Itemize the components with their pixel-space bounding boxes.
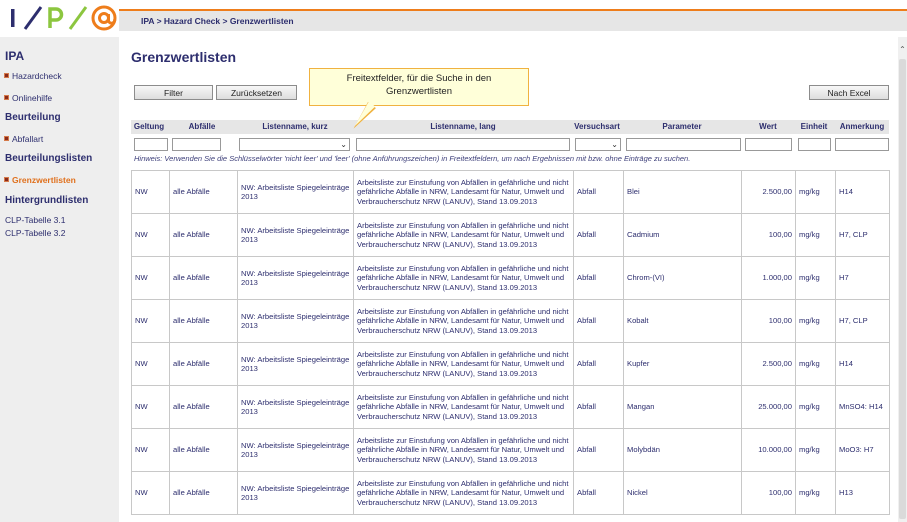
logo-slash <box>21 3 45 33</box>
table-row[interactable] <box>132 429 890 472</box>
filter-button[interactable]: Filter <box>134 85 213 100</box>
cell-wert: 25.000,00 <box>742 386 796 429</box>
table-row[interactable] <box>132 386 890 429</box>
cell-einheit: mg/kg <box>796 472 836 515</box>
filter-anmerkung-input[interactable] <box>835 138 889 151</box>
cell-anmerkung: MoO3: H7 <box>836 429 890 472</box>
chevron-down-icon: ⌄ <box>340 140 347 149</box>
col-header-listenname-kurz: Listenname, kurz <box>262 122 328 131</box>
cell-parameter: Chrom-(VI) <box>624 257 742 300</box>
cell-geltung: NW <box>132 214 170 257</box>
cell-anmerkung: H13 <box>836 472 890 515</box>
cell-parameter: Cadmium <box>624 214 742 257</box>
cell-versuchsart: Abfall <box>574 300 624 343</box>
cell-listenname-lang: Arbeitsliste zur Einstufung von Abfällen in gefährliche und nicht gefährliche Abfälle in NRW, Landesamt für Natur, Umwelt und Verbraucherschutz NRW (LANUV), Stand 13.09.2013 <box>354 343 574 386</box>
table-row[interactable] <box>132 472 890 515</box>
bullet-icon <box>4 95 9 100</box>
table-row[interactable] <box>132 214 890 257</box>
page-title: Grenzwertlisten <box>131 49 237 65</box>
cell-listenname-kurz: NW: Arbeitsliste Spiegeleinträge 2013 <box>238 300 354 343</box>
col-header-einheit: Einheit <box>800 122 828 131</box>
cell-parameter: Mangan <box>624 386 742 429</box>
scroll-thumb[interactable] <box>899 59 906 519</box>
callout-tooltip <box>309 68 529 106</box>
cell-einheit: mg/kg <box>796 257 836 300</box>
cell-geltung: NW <box>132 429 170 472</box>
cell-wert: 10.000,00 <box>742 429 796 472</box>
cell-abfaelle: alle Abfälle <box>170 257 238 300</box>
cell-listenname-kurz: NW: Arbeitsliste Spiegeleinträge 2013 <box>238 171 354 214</box>
cell-listenname-lang: Arbeitsliste zur Einstufung von Abfällen in gefährliche und nicht gefährliche Abfälle in NRW, Landesamt für Natur, Umwelt und Verbraucherschutz NRW (LANUV), Stand 13.09.2013 <box>354 429 574 472</box>
sidebar <box>0 37 119 522</box>
cell-wert: 100,00 <box>742 300 796 343</box>
sidebar-section-beurteilung: Beurteilung <box>5 112 61 123</box>
cell-listenname-kurz: NW: Arbeitsliste Spiegeleinträge 2013 <box>238 472 354 515</box>
cell-listenname-lang: Arbeitsliste zur Einstufung von Abfällen in gefährliche und nicht gefährliche Abfälle in NRW, Landesamt für Natur, Umwelt und Verbraucherschutz NRW (LANUV), Stand 13.09.2013 <box>354 472 574 515</box>
cell-anmerkung: H14 <box>836 171 890 214</box>
cell-versuchsart: Abfall <box>574 171 624 214</box>
logo-slash <box>66 3 90 33</box>
cell-wert: 1.000,00 <box>742 257 796 300</box>
sidebar-item-grenzwertlisten[interactable]: Grenzwertlisten <box>4 175 76 185</box>
breadcrumb[interactable]: IPA > Hazard Check > Grenzwertlisten <box>141 16 294 26</box>
cell-einheit: mg/kg <box>796 300 836 343</box>
cell-versuchsart: Abfall <box>574 214 624 257</box>
col-header-parameter: Parameter <box>662 122 702 131</box>
cell-parameter: Kobalt <box>624 300 742 343</box>
table-row[interactable] <box>132 300 890 343</box>
cell-versuchsart: Abfall <box>574 429 624 472</box>
cell-versuchsart: Abfall <box>574 472 624 515</box>
cell-wert: 100,00 <box>742 472 796 515</box>
cell-listenname-kurz: NW: Arbeitsliste Spiegeleinträge 2013 <box>238 343 354 386</box>
cell-listenname-kurz: NW: Arbeitsliste Spiegeleinträge 2013 <box>238 386 354 429</box>
cell-listenname-lang: Arbeitsliste zur Einstufung von Abfällen in gefährliche und nicht gefährliche Abfälle in NRW, Landesamt für Natur, Umwelt und Verbraucherschutz NRW (LANUV), Stand 13.09.2013 <box>354 214 574 257</box>
logo-at-sign <box>89 3 119 33</box>
filter-einheit-input[interactable] <box>798 138 831 151</box>
cell-anmerkung: MnSO4: H14 <box>836 386 890 429</box>
cell-geltung: NW <box>132 300 170 343</box>
cell-wert: 2.500,00 <box>742 343 796 386</box>
cell-einheit: mg/kg <box>796 171 836 214</box>
sidebar-item-hazardcheck[interactable]: Hazardcheck <box>4 71 62 81</box>
cell-abfaelle: alle Abfälle <box>170 171 238 214</box>
cell-anmerkung: H14 <box>836 343 890 386</box>
col-header-geltung: Geltung <box>133 122 165 131</box>
bullet-icon <box>4 136 9 141</box>
cell-versuchsart: Abfall <box>574 386 624 429</box>
sidebar-item-onlinehilfe[interactable]: Onlinehilfe <box>4 93 52 103</box>
col-header-abfaelle: Abfälle <box>188 122 216 131</box>
app-header <box>0 0 907 37</box>
cell-parameter: Kupfer <box>624 343 742 386</box>
cell-listenname-lang: Arbeitsliste zur Einstufung von Abfällen in gefährliche und nicht gefährliche Abfälle in NRW, Landesamt für Natur, Umwelt und Verbraucherschutz NRW (LANUV), Stand 13.09.2013 <box>354 386 574 429</box>
hint-text: Hinweis: Verwenden Sie die Schlüsselwörter 'nicht leer' und 'leer' (ohne Anführungszeichen) in Freitextfeldern, um nach Ergebnissen mit bzw. ohne Einträge zu suchen. <box>134 154 691 163</box>
table-row[interactable] <box>132 257 890 300</box>
bullet-icon <box>4 177 9 182</box>
sidebar-section-beurteilungslisten: Beurteilungslisten <box>5 153 93 164</box>
col-header-listenname-lang: Listenname, lang <box>430 122 496 131</box>
cell-einheit: mg/kg <box>796 343 836 386</box>
cell-wert: 2.500,00 <box>742 171 796 214</box>
sidebar-item-abfallart[interactable]: Abfallart <box>4 134 43 144</box>
cell-listenname-kurz: NW: Arbeitsliste Spiegeleinträge 2013 <box>238 429 354 472</box>
cell-parameter: Nickel <box>624 472 742 515</box>
cell-abfaelle: alle Abfälle <box>170 214 238 257</box>
cell-abfaelle: alle Abfälle <box>170 343 238 386</box>
callout-line-1: Freitextfelder, für die Suche in den <box>346 73 492 84</box>
filter-versuchsart-select[interactable] <box>575 138 621 151</box>
cell-geltung: NW <box>132 343 170 386</box>
cell-einheit: mg/kg <box>796 386 836 429</box>
cell-listenname-lang: Arbeitsliste zur Einstufung von Abfällen in gefährliche und nicht gefährliche Abfälle in NRW, Landesamt für Natur, Umwelt und Verbraucherschutz NRW (LANUV), Stand 13.09.2013 <box>354 300 574 343</box>
sidebar-item-clp-3-1[interactable]: CLP-Tabelle 3.1 <box>5 215 66 225</box>
filter-geltung-input[interactable] <box>134 138 168 151</box>
logo-letter-p <box>47 3 65 33</box>
callout-line-2: Grenzwertlisten <box>386 86 452 97</box>
cell-listenname-kurz: NW: Arbeitsliste Spiegeleinträge 2013 <box>238 214 354 257</box>
col-header-anmerkung: Anmerkung <box>839 122 885 131</box>
cell-listenname-kurz: NW: Arbeitsliste Spiegeleinträge 2013 <box>238 257 354 300</box>
cell-geltung: NW <box>132 386 170 429</box>
cell-anmerkung: H7, CLP <box>836 214 890 257</box>
cell-einheit: mg/kg <box>796 429 836 472</box>
results-table <box>131 170 890 515</box>
filter-column-headers <box>131 120 889 134</box>
export-excel-button[interactable]: Nach Excel <box>809 85 889 100</box>
sidebar-section-hintergrundlisten: Hintergrundlisten <box>5 195 89 206</box>
reset-button[interactable]: Zurücksetzen <box>216 85 297 100</box>
cell-listenname-lang: Arbeitsliste zur Einstufung von Abfällen in gefährliche und nicht gefährliche Abfälle in NRW, Landesamt für Natur, Umwelt und Verbraucherschutz NRW (LANUV), Stand 13.09.2013 <box>354 257 574 300</box>
cell-abfaelle: alle Abfälle <box>170 300 238 343</box>
col-header-wert: Wert <box>759 122 777 131</box>
table-row[interactable] <box>132 343 890 386</box>
cell-einheit: mg/kg <box>796 214 836 257</box>
col-header-versuchsart: Versuchsart <box>574 122 620 131</box>
chevron-down-icon: ⌄ <box>611 140 618 149</box>
sidebar-item-clp-3-2[interactable]: CLP-Tabelle 3.2 <box>5 228 66 238</box>
cell-geltung: NW <box>132 171 170 214</box>
cell-abfaelle: alle Abfälle <box>170 386 238 429</box>
cell-geltung: NW <box>132 472 170 515</box>
filter-wert-input[interactable] <box>745 138 792 151</box>
cell-parameter: Blei <box>624 171 742 214</box>
cell-abfaelle: alle Abfälle <box>170 472 238 515</box>
main-content <box>119 37 898 522</box>
cell-versuchsart: Abfall <box>574 257 624 300</box>
cell-anmerkung: H7, CLP <box>836 300 890 343</box>
filter-listenname-kurz-select[interactable] <box>239 138 350 151</box>
cell-listenname-lang: Arbeitsliste zur Einstufung von Abfällen in gefährliche und nicht gefährliche Abfälle in NRW, Landesamt für Natur, Umwelt und Verbraucherschutz NRW (LANUV), Stand 13.09.2013 <box>354 171 574 214</box>
table-row[interactable] <box>132 171 890 214</box>
cell-geltung: NW <box>132 257 170 300</box>
cell-versuchsart: Abfall <box>574 343 624 386</box>
filter-listenname-lang-input[interactable] <box>356 138 570 151</box>
filter-abfaelle-input[interactable] <box>172 138 221 151</box>
cell-wert: 100,00 <box>742 214 796 257</box>
logo-letter-i <box>9 3 17 33</box>
cell-abfaelle: alle Abfälle <box>170 429 238 472</box>
sidebar-app-title: IPA <box>5 49 25 63</box>
breadcrumb-bar <box>119 9 907 31</box>
filter-parameter-input[interactable] <box>626 138 741 151</box>
vertical-scrollbar[interactable] <box>898 37 907 522</box>
bullet-icon <box>4 73 9 78</box>
cell-parameter: Molybdän <box>624 429 742 472</box>
cell-anmerkung: H7 <box>836 257 890 300</box>
scroll-up-icon[interactable]: ⌃ <box>899 45 906 54</box>
